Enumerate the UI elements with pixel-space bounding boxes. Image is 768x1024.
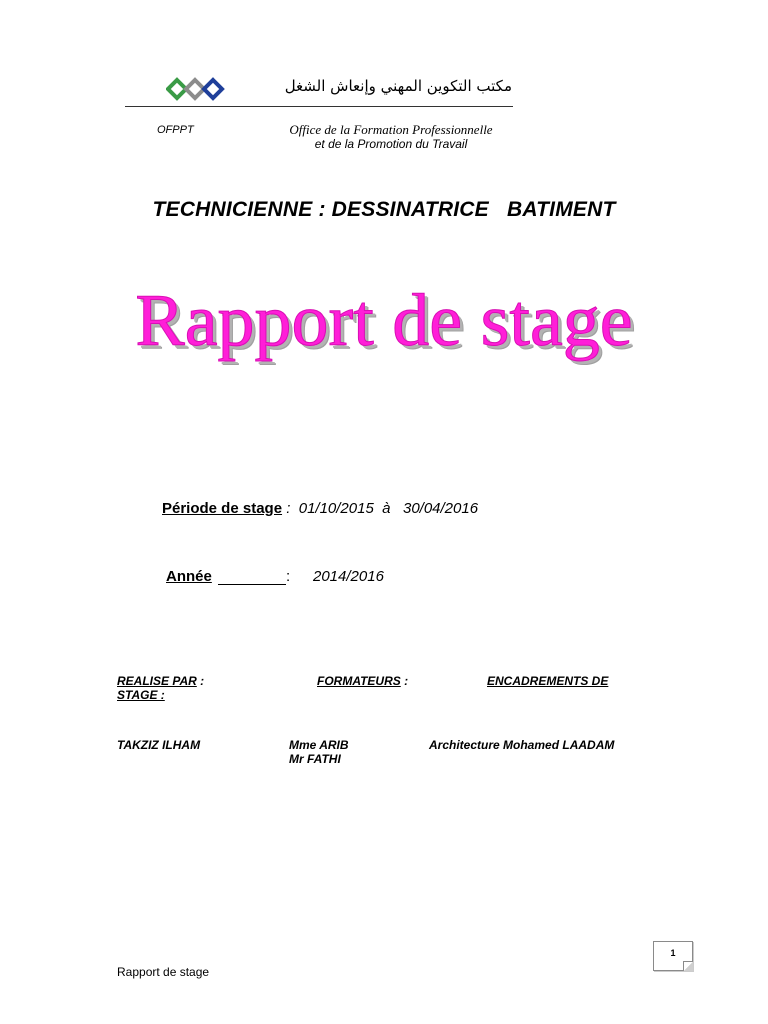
arabic-institution-name: مكتب التكوين المهني وإنعاش الشغل xyxy=(284,77,512,95)
stage-label: STAGE : xyxy=(117,688,165,702)
realise-par-label: REALISE PAR xyxy=(117,674,197,688)
footer-text: Rapport de stage xyxy=(117,965,210,979)
periode-separator: : xyxy=(282,500,295,517)
realise-par-suffix: : xyxy=(196,674,205,688)
periode-de-stage xyxy=(162,500,478,517)
ofppt-logo xyxy=(166,76,228,108)
annee-label: Année xyxy=(166,568,212,585)
logo-diamond-blue xyxy=(204,80,222,98)
office-line-1: Office de la Formation Professionnelle xyxy=(289,122,493,137)
office-name xyxy=(262,122,520,152)
formateurs-label: FORMATEURS xyxy=(317,674,401,688)
encadrements-heading xyxy=(487,674,608,688)
page-number-box xyxy=(653,941,693,971)
periode-value: 01/10/2015 à 30/04/2016 xyxy=(294,500,479,517)
formateurs-suffix: : xyxy=(400,674,409,688)
student-name: TAKZIZ ILHAM xyxy=(117,738,201,752)
page-number: 1 xyxy=(670,948,676,958)
header-divider xyxy=(125,106,513,107)
document-subtitle: TECHNICIENNE : DESSINATRICE BATIMENT xyxy=(152,198,616,221)
annee-colon: : xyxy=(286,568,291,585)
periode-label: Période de stage xyxy=(162,500,283,517)
formateur-name-1: Mme ARIB xyxy=(289,738,349,752)
document-title: Rapport de stage xyxy=(135,280,633,362)
encadrant-name: Architecture Mohamed LAADAM xyxy=(429,738,615,752)
formateurs-heading xyxy=(317,674,408,688)
office-line-2: et de la Promotion du Travail xyxy=(314,137,468,151)
annee-underline xyxy=(218,584,286,585)
realise-par-heading xyxy=(117,674,204,688)
formateur-name-2: Mr FATHI xyxy=(289,752,341,766)
stage-heading xyxy=(117,688,165,702)
encadrements-label: ENCADREMENTS DE xyxy=(487,674,609,688)
annee-value: 2014/2016 xyxy=(313,568,384,585)
ofppt-acronym: OFPPT xyxy=(157,124,194,136)
